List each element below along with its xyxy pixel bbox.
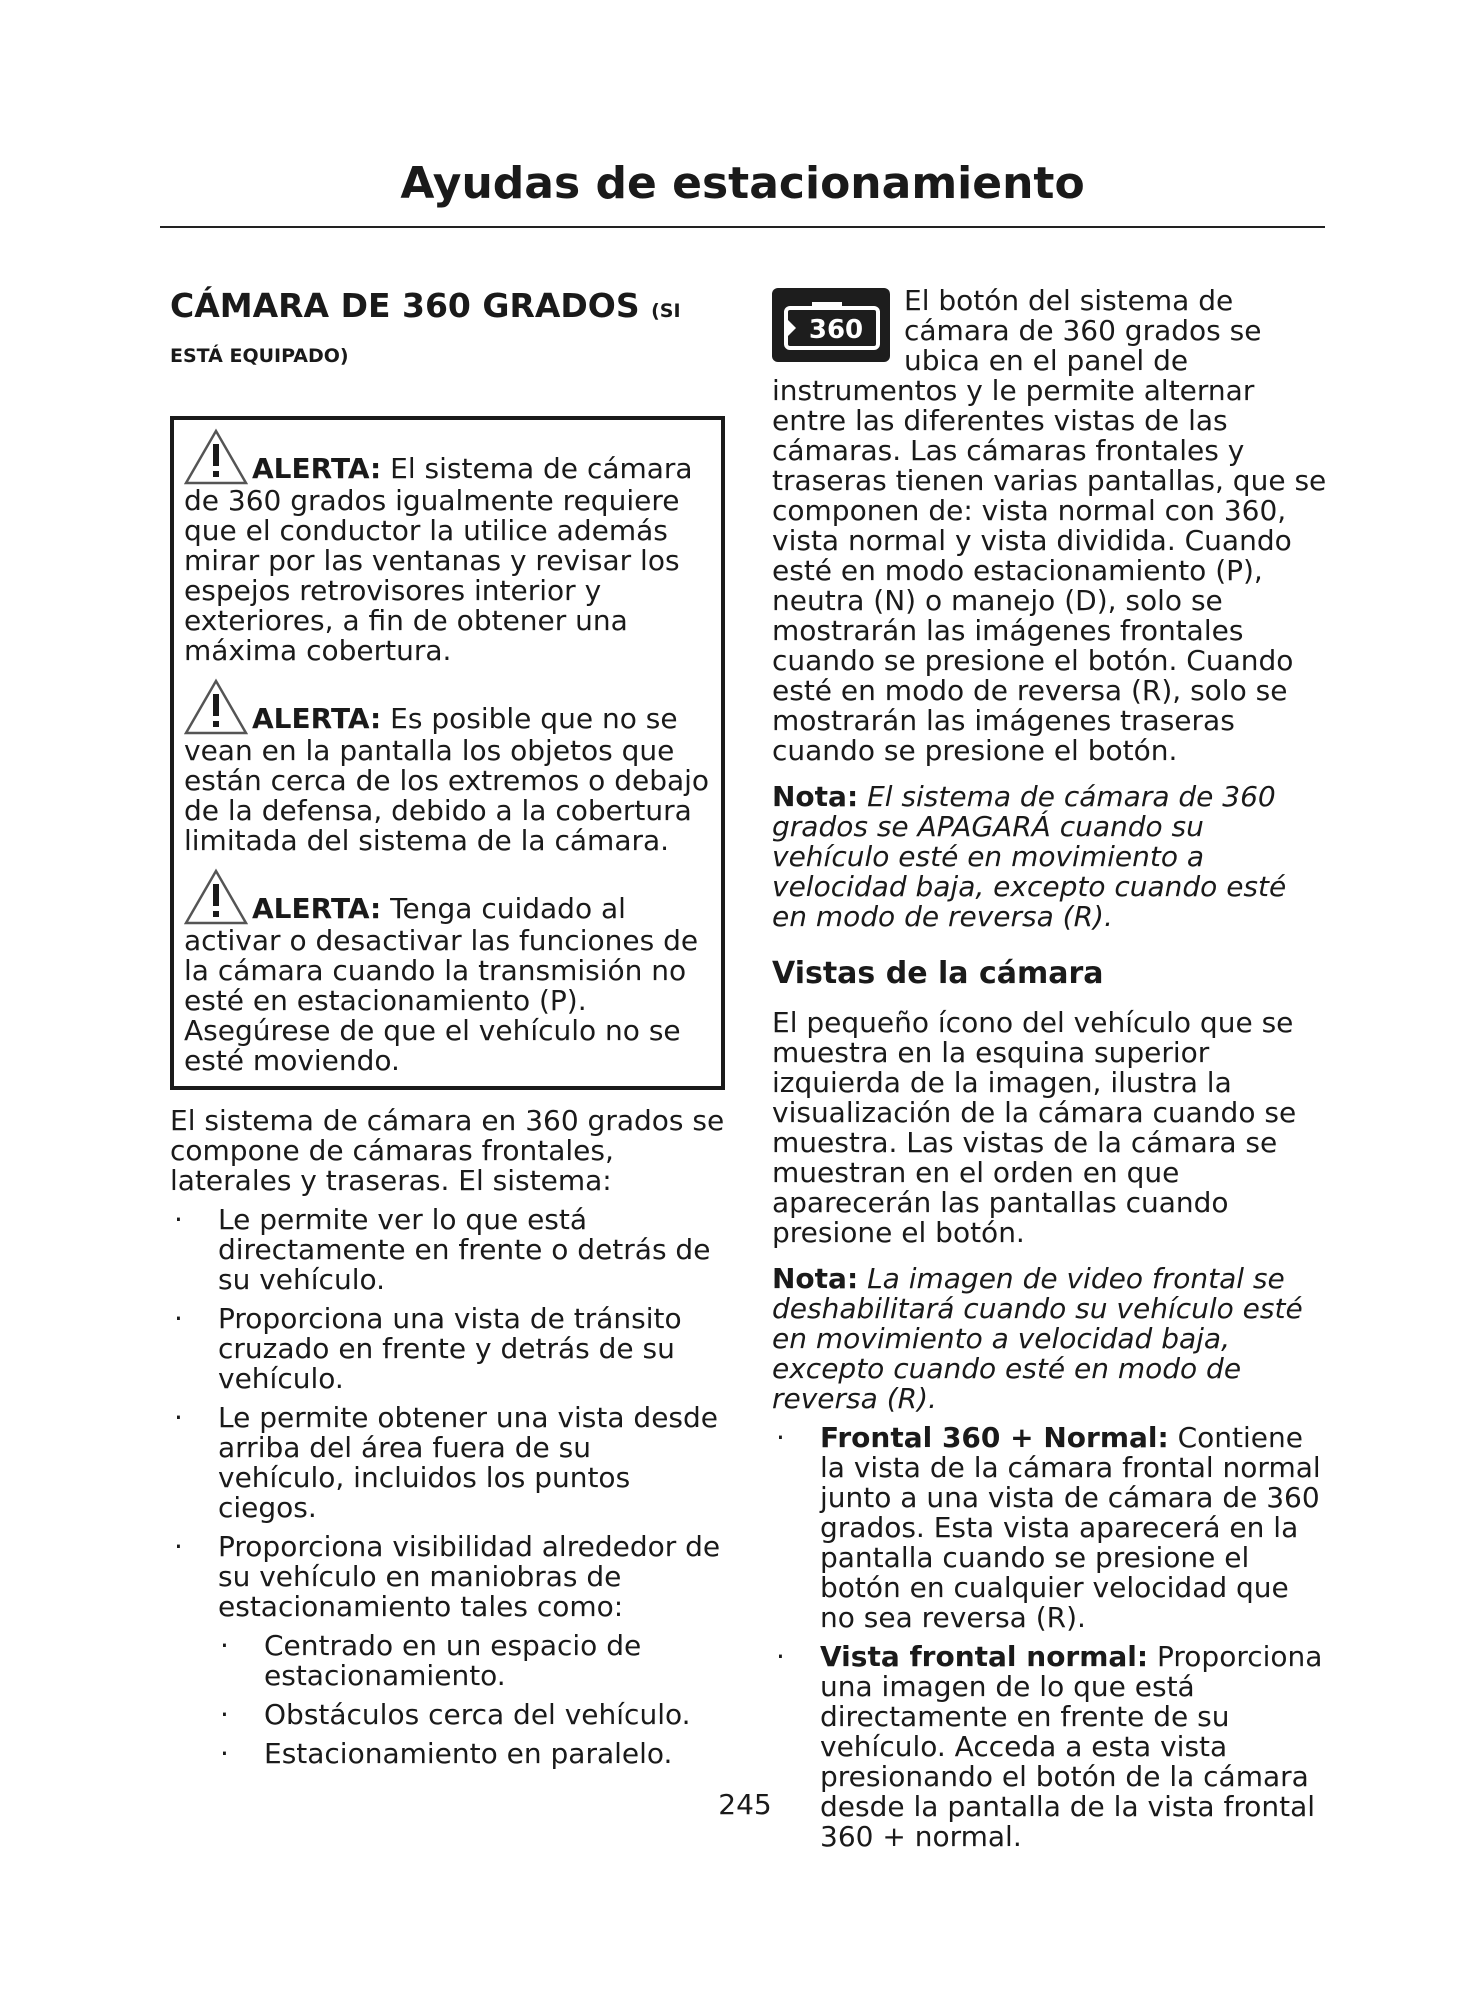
list-item (772, 1642, 1327, 1852)
alert-text: El sistema de cámara de 360 grados igualmente requiere que el conductor la utilice además mirar por las ventanas y revisar los espejos retrovisores interior y exteriores, a fin de obtener una máxima cobertura. (184, 452, 693, 667)
sub-list-item (170, 1700, 725, 1730)
maneuver-list (170, 1631, 725, 1769)
note-2 (772, 1264, 1327, 1414)
list-item-text: Proporciona visibilidad alrededor de su vehículo en maniobras de estacionamiento tales como: (218, 1530, 721, 1623)
alert-label: ALERTA: (252, 702, 382, 735)
list-item (170, 1304, 725, 1394)
alert-3 (184, 868, 711, 1076)
feature-list (170, 1205, 725, 1622)
page-title: Ayudas de estacionamiento (400, 158, 1085, 209)
alert-1 (184, 428, 711, 666)
note-label: Nota: (772, 1262, 859, 1295)
camera-views-heading: Vistas de la cámara (772, 956, 1104, 991)
section-heading-small: (SI (651, 300, 681, 322)
camera-views-paragraph: El pequeño ícono del vehículo que se muestra en la esquina superior izquierda de la imagen, ilustra la visualización de la cámara cuando se muestra. Las vistas de la cámara se muestran en el orden en que aparecerán las pantallas cuando presione el botón. (772, 1006, 1297, 1249)
note-text: El sistema de cámara de 360 grados se APAGARÁ cuando su vehículo esté en movimiento a velocidad baja, excepto cuando esté en modo de reversa (R). (772, 780, 1287, 933)
bullet-icon: · (174, 1302, 183, 1335)
list-item-text: Proporciona una vista de tránsito cruzado en frente y detrás de su vehículo. (218, 1302, 682, 1395)
list-item-text: Proporciona una imagen de lo que está directamente en frente de su vehículo. Acceda a esta vista presionando el botón de la cámara desde la pantalla de la vista frontal 360 + normal. (820, 1640, 1323, 1853)
note-1 (772, 782, 1327, 932)
section-heading (170, 286, 725, 331)
list-item-label: Vista frontal normal: (820, 1640, 1149, 1673)
bullet-icon: · (174, 1401, 183, 1434)
sub-list-item (170, 1739, 725, 1769)
list-item-text: Le permite ver lo que está directamente en frente o detrás de su vehículo. (218, 1203, 711, 1296)
alert-2 (184, 678, 711, 856)
camera-icon (772, 288, 890, 362)
bullet-icon: · (174, 1203, 183, 1236)
warning-icon (184, 678, 248, 736)
bullet-icon: · (776, 1640, 785, 1673)
list-item-text: Le permite obtener una vista desde arriba del área fuera de su vehículo, incluidos los puntos ciegos. (218, 1401, 719, 1524)
camera-button-text: El botón del sistema de cámara de 360 grados se ubica en el panel de instrumentos y le permite alternar entre las diferentes vistas de las cámaras. Las cámaras frontales y traseras tienen varias pantallas, que se componen de: vista normal con 360, vista normal y vista dividida. Cuando esté en modo estacionamiento (P), neutra (N) o manejo (D), solo se mostrarán las imágenes frontales cuando se presione el botón. Cuando esté en modo de reversa (R), solo se mostrarán las imágenes traseras cuando se presione el botón. (772, 284, 1327, 767)
title-divider (160, 226, 1325, 228)
camera-icon-label: 360 (808, 315, 864, 345)
right-column (772, 286, 1327, 1852)
bullet-icon: · (220, 1737, 229, 1770)
camera-button-description (772, 286, 1327, 766)
list-item (170, 1205, 725, 1295)
list-item (170, 1403, 725, 1523)
system-intro: El sistema de cámara en 360 grados se compone de cámaras frontales, laterales y traseras. El sistema: (170, 1104, 725, 1197)
warning-icon (184, 868, 248, 926)
list-item (170, 1532, 725, 1622)
warning-icon (184, 428, 248, 486)
list-item-text: Centrado en un espacio de estacionamiento. (264, 1629, 642, 1692)
alert-box (170, 416, 725, 1090)
list-item-text: Obstáculos cerca del vehículo. (264, 1698, 691, 1731)
bullet-icon: · (174, 1530, 183, 1563)
list-item-text: Estacionamiento en paralelo. (264, 1737, 673, 1770)
section-heading-sub: ESTÁ EQUIPADO) (170, 345, 349, 367)
page-number: 245 (718, 1788, 772, 1821)
bullet-icon: · (776, 1421, 785, 1454)
sub-list-item (170, 1631, 725, 1691)
list-item-label: Frontal 360 + Normal: (820, 1421, 1169, 1454)
camera-360-button-icon (772, 288, 890, 362)
alert-text: Tenga cuidado al activar o desactivar las funciones de la cámara cuando la transmisión no esté en estacionamiento (P). Asegúrese de que el vehículo no se esté moviendo. (184, 892, 699, 1077)
views-list (772, 1423, 1327, 1852)
bullet-icon: · (220, 1698, 229, 1731)
alert-text: Es posible que no se vean en la pantalla los objetos que están cerca de los extremos o debajo de la defensa, debido a la cobertura limitada del sistema de la cámara. (184, 702, 710, 857)
left-column (170, 286, 725, 1769)
alert-label: ALERTA: (252, 892, 382, 925)
alert-label: ALERTA: (252, 452, 382, 485)
note-text: La imagen de video frontal se deshabilitará cuando su vehículo esté en movimiento a velocidad baja, excepto cuando esté en modo de reversa (R). (772, 1262, 1303, 1415)
note-label: Nota: (772, 780, 859, 813)
list-item (772, 1423, 1327, 1633)
section-heading-main: CÁMARA DE 360 GRADOS (170, 286, 640, 325)
list-item-text: Contiene la vista de la cámara frontal normal junto a una vista de cámara de 360 grados. Esta vista aparecerá en la pantalla cuando se presione el botón en cualquier velocidad que no sea reversa (R). (820, 1421, 1321, 1634)
bullet-icon: · (220, 1629, 229, 1662)
